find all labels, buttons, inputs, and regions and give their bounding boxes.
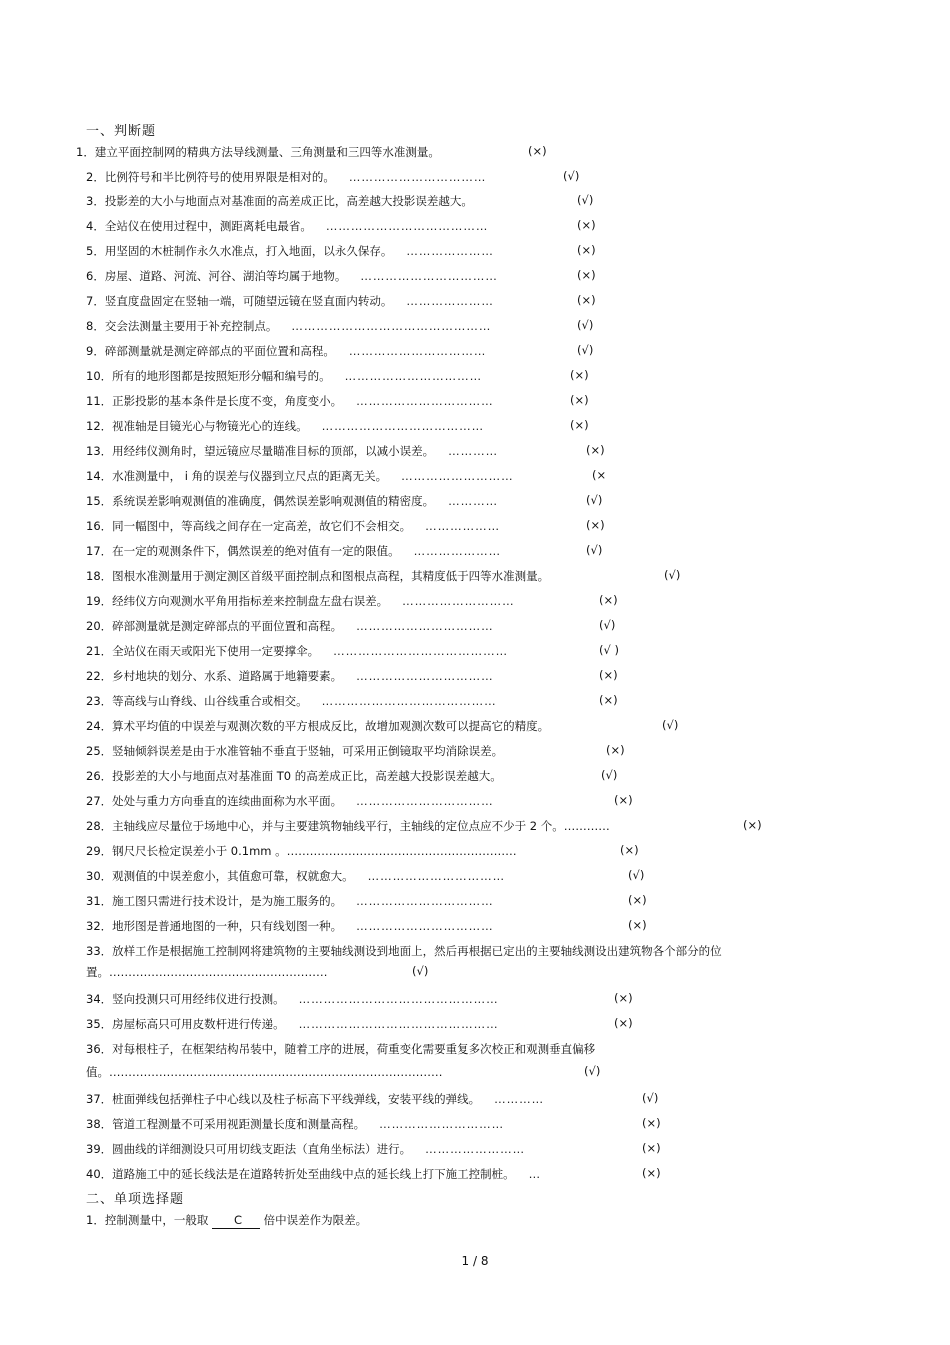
true-false-question <box>86 1064 443 1080</box>
answer-mark: (×) <box>577 218 596 232</box>
question-text: 34．竖向投测只可用经纬仪进行投测。 <box>86 992 285 1006</box>
answer-mark: (×) <box>577 268 596 282</box>
question-text: 4．全站仪在使用过程中，测距离耗电最省。 <box>86 219 312 233</box>
true-false-question <box>86 593 515 609</box>
leader-dots: ………………………………………… <box>298 1017 499 1031</box>
leader-dots: …………………………… <box>356 794 494 808</box>
leader-dots: ………… <box>494 1092 545 1106</box>
question-text: 5．用坚固的木桩制作永久水准点，打入地面，以永久保存。 <box>86 244 393 258</box>
true-false-question <box>86 943 722 959</box>
question-text: 25．竖轴倾斜误差是由于水准管轴不垂直于竖轴，可采用正倒镜取平均消除误差。 <box>86 744 504 758</box>
question-text: 38．管道工程测量不可采用视距测量长度和测量高程。 <box>86 1117 366 1131</box>
page-number: 1 / 8 <box>461 1254 489 1268</box>
answer-mark: (×) <box>743 818 762 832</box>
true-false-question <box>86 418 484 434</box>
question-text: 33．放样工作是根据施工控制网将建筑物的主要轴线测设到地面上，然后再根据已定出的主要轴线测设出建筑物各个部分的位 <box>86 944 722 958</box>
leader-dots: ……………… <box>425 519 501 533</box>
true-false-question <box>86 1041 595 1057</box>
question-text: 15．系统误差影响观测值的准确度，偶然误差影响观测值的精密度。 <box>86 494 435 508</box>
answer-mark: (×) <box>528 144 547 158</box>
question-text: 40．道路施工中的延长线法是在道路转折处至曲线中点的延长线上打下施工控制桩。 <box>86 1167 515 1181</box>
question-text: 8．交会法测量主要用于补充控制点。 <box>86 319 278 333</box>
true-false-question <box>86 964 328 980</box>
leader-dots: ………………………………………… <box>298 992 499 1006</box>
section-title-true-false: 一、判断题 <box>86 124 157 139</box>
true-false-question <box>86 293 494 309</box>
answer-mark: (×) <box>628 893 647 907</box>
question-text: 29．钢尺尺长检定误差小于 0.1mm 。…………………………………………………… <box>86 844 517 858</box>
answer-mark: (√) <box>412 964 429 978</box>
answer-mark: (×) <box>570 368 589 382</box>
leader-dots: ………… <box>448 444 499 458</box>
true-false-question <box>86 568 549 584</box>
question-text: 1．控制测量中，一般取 <box>86 1213 209 1227</box>
question-text: 23．等高线与山脊线、山谷线重合或相交。 <box>86 694 308 708</box>
question-text: 35．房屋标高只可用皮数杆进行传递。 <box>86 1017 285 1031</box>
choice-question-1 <box>86 1212 367 1229</box>
true-false-question <box>86 268 498 284</box>
true-false-question <box>86 169 486 185</box>
leader-dots: ………………………………………… <box>291 319 492 333</box>
question-text: 14．水准测量中， i 角的误差与仪器到立尺点的距离无关。 <box>86 469 388 483</box>
question-text: 2．比例符号和半比例符号的使用界限是相对的。 <box>86 170 335 184</box>
leader-dots: …………………………… <box>360 269 498 283</box>
answer-mark: (√) <box>586 543 603 557</box>
leader-dots: ………………… <box>406 294 494 308</box>
question-text: 9．碎部测量就是测定碎部点的平面位置和高程。 <box>86 344 335 358</box>
question-text: 16．同一幅图中，等高线之间存在一定高差，故它们不会相交。 <box>86 519 412 533</box>
true-false-question <box>86 1141 525 1157</box>
question-text: 36．对每根柱子，在框架结构吊装中，随着工序的进展，荷重变化需要重复多次校正和观测垂直偏移 <box>86 1042 596 1056</box>
true-false-question <box>86 768 502 784</box>
true-false-question <box>86 493 498 509</box>
true-false-question <box>86 1016 499 1032</box>
answer-mark: (√ ) <box>599 643 619 657</box>
question-text: 12．视准轴是目镜光心与物镜光心的连线。 <box>86 419 308 433</box>
leader-dots: … <box>528 1167 542 1181</box>
leader-dots: ………………………………… <box>321 419 485 433</box>
answer-mark: (×) <box>606 743 625 757</box>
answer-mark: (× <box>592 468 607 482</box>
question-text: 11．正影投影的基本条件是长度不变，角度变小。 <box>86 394 343 408</box>
true-false-question <box>86 193 473 209</box>
leader-dots: ……………………… <box>402 594 515 608</box>
leader-dots: ………… <box>448 494 499 508</box>
true-false-question <box>86 518 500 534</box>
leader-dots: ……………………… <box>401 469 514 483</box>
true-false-question <box>86 693 497 709</box>
leader-dots: ………………… <box>406 244 494 258</box>
section-title-single-choice: 二、单项选择题 <box>86 1192 185 1207</box>
answer-mark: (×) <box>599 693 618 707</box>
answer-mark: (×) <box>586 443 605 457</box>
true-false-question <box>86 868 505 884</box>
answer-mark: (×) <box>586 518 605 532</box>
question-text: 21．全站仪在雨天或阳光下使用一定要撑伞。 <box>86 644 320 658</box>
answer-mark: (×) <box>614 1016 633 1030</box>
true-false-question <box>86 368 482 384</box>
leader-dots: ………………………… <box>379 1117 505 1131</box>
answer-mark: (×) <box>642 1166 661 1180</box>
true-false-question <box>86 443 498 459</box>
leader-dots: …………………………… <box>356 669 494 683</box>
question-text: 20．碎部测量就是测定碎部点的平面位置和高程。 <box>86 619 343 633</box>
true-false-question <box>86 468 514 484</box>
true-false-question <box>86 718 549 734</box>
answer-mark: (×) <box>642 1116 661 1130</box>
answer-mark: (×) <box>570 418 589 432</box>
answer-mark: (×) <box>614 793 633 807</box>
leader-dots: …………………………… <box>348 170 487 184</box>
question-text: 24．算术平均值的中误差与观测次数的平方根成反比，故增加观测次数可以提高它的精度。 <box>86 719 550 733</box>
answer-mark: (×) <box>628 918 647 932</box>
question-text: 1．建立平面控制网的精典方法导线测量、三角测量和三四等水准测量。 <box>76 145 440 159</box>
question-text: 6．房屋、道路、河流、河谷、湖泊等均属于地物。 <box>86 269 347 283</box>
answer-mark: (×) <box>620 843 639 857</box>
leader-dots: …………………………………… <box>333 644 509 658</box>
true-false-question <box>86 1091 544 1107</box>
true-false-question <box>86 643 508 659</box>
answer-mark: (×) <box>614 991 633 1005</box>
true-false-question <box>86 818 610 834</box>
answer-mark: (×) <box>577 293 596 307</box>
leader-dots: …………………………… <box>356 619 494 633</box>
question-text: 26．投影差的大小与地面点对基准面 T0 的高差成正比，高差越大投影误差越大。 <box>86 769 502 783</box>
answer-mark: (×) <box>577 243 596 257</box>
leader-dots: ………………………………… <box>325 219 489 233</box>
true-false-question <box>86 343 486 359</box>
leader-dots: …………………………………… <box>321 694 497 708</box>
question-text: 28．主轴线应尽量位于场地中心，并与主要建筑物轴线平行，主轴线的定位点应不少于 2 个。………… <box>86 819 610 833</box>
answer-mark: (×) <box>570 393 589 407</box>
question-text: 31．施工图只需进行技术设计，是为施工服务的。 <box>86 894 343 908</box>
answer-mark: (√) <box>586 493 603 507</box>
question-text: 3．投影差的大小与地面点对基准面的高差成正比，高差越大投影误差越大。 <box>86 194 473 208</box>
answer-mark: (√) <box>628 868 645 882</box>
leader-dots: …………………………… <box>356 894 494 908</box>
true-false-question <box>86 618 494 634</box>
leader-dots: ………………… <box>413 544 502 558</box>
answer-blank: C <box>212 1212 260 1229</box>
answer-mark: (√) <box>577 193 594 207</box>
true-false-question <box>86 1116 504 1132</box>
answer-mark: (√) <box>584 1064 601 1078</box>
leader-dots: …………………………… <box>356 394 494 408</box>
question-text: 7．竖直度盘固定在竖轴一端，可随望远镜在竖直面内转动。 <box>86 294 393 308</box>
answer-mark: (√) <box>577 318 594 332</box>
leader-dots: …………………………… <box>367 869 506 883</box>
answer-mark: (×) <box>642 1141 661 1155</box>
true-false-question <box>86 243 494 259</box>
leader-dots: …………………………… <box>348 344 487 358</box>
answer-mark: (√) <box>664 568 681 582</box>
true-false-question <box>86 318 491 334</box>
true-false-question <box>86 218 488 234</box>
question-text: 19．经纬仪方向观测水平角用指标差来控制盘左盘右误差。 <box>86 594 389 608</box>
answer-mark: (√) <box>599 618 616 632</box>
question-text: 置。………………………………………………… <box>86 965 328 979</box>
question-text: 10．所有的地形图都是按照矩形分幅和编号的。 <box>86 369 331 383</box>
true-false-question <box>86 668 494 684</box>
true-false-question <box>86 543 501 559</box>
answer-mark: (√) <box>563 169 580 183</box>
question-text: 倍中误差作为限差。 <box>263 1213 368 1227</box>
question-text: 值。…………………………………………………………………………… <box>86 1065 443 1079</box>
leader-dots: …………………………… <box>344 369 483 383</box>
question-text: 30．观测值的中误差愈小，其值愈可靠，权就愈大。 <box>86 869 354 883</box>
true-false-question <box>86 793 494 809</box>
true-false-question <box>86 1166 541 1182</box>
answer-mark: (√) <box>601 768 618 782</box>
question-text: 18．图根水准测量用于测定测区首级平面控制点和图根点高程，其精度低于四等水准测量。 <box>86 569 550 583</box>
answer-mark: (√) <box>642 1091 659 1105</box>
leader-dots: …………………………… <box>356 919 494 933</box>
true-false-question <box>86 918 494 934</box>
answer-mark: (×) <box>599 593 618 607</box>
question-text: 37．桩面弹线包括弹柱子中心线以及柱子标高下平线弹线，安装平线的弹线。 <box>86 1092 481 1106</box>
answer-mark: (√) <box>577 343 594 357</box>
question-text: 13．用经纬仪测角时，望远镜应尽量瞄准目标的顶部，以减小误差。 <box>86 444 435 458</box>
question-text: 17．在一定的观测条件下，偶然误差的绝对值有一定的限值。 <box>86 544 400 558</box>
true-false-question <box>86 991 499 1007</box>
answer-mark: (√) <box>662 718 679 732</box>
true-false-question <box>86 893 494 909</box>
question-text: 32．地形图是普通地图的一种，只有线划图一种。 <box>86 919 343 933</box>
answer-mark: (×) <box>599 668 618 682</box>
true-false-question <box>86 843 517 859</box>
true-false-question <box>76 144 440 160</box>
true-false-question <box>86 393 494 409</box>
question-text: 22．乡村地块的划分、水系、道路属于地籍要素。 <box>86 669 343 683</box>
question-text: 39．圆曲线的详细测设只可用切线支距法（直角坐标法）进行。 <box>86 1142 412 1156</box>
question-text: 27．处处与重力方向垂直的连续曲面称为水平面。 <box>86 794 343 808</box>
true-false-question <box>86 743 503 759</box>
leader-dots: …………………… <box>425 1142 526 1156</box>
